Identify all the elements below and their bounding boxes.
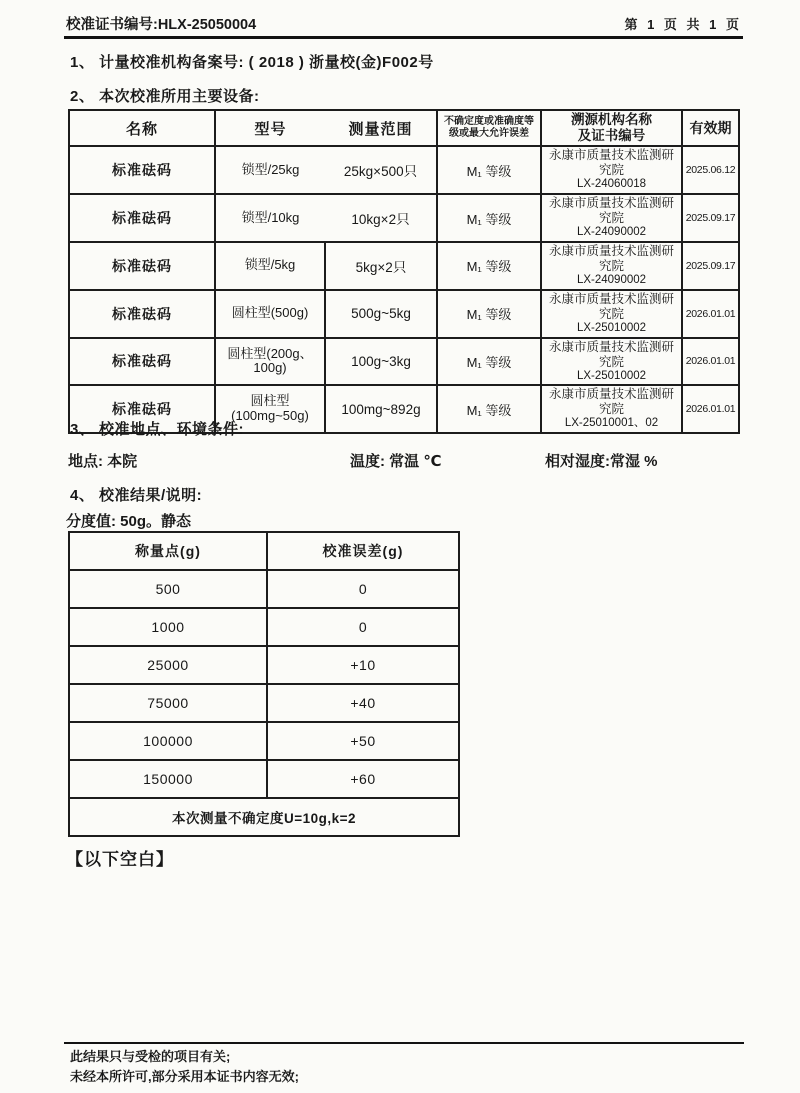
equipment-range: 25kg×500只: [325, 146, 437, 194]
source-cert-number: LX-25010001、02: [564, 417, 659, 430]
equipment-range: 5kg×2只: [325, 242, 437, 290]
equipment-valid-date: 2026.01.01: [682, 385, 739, 433]
results-row: [69, 722, 459, 760]
results-row: [69, 570, 459, 608]
equipment-valid-date: 2025.06.12: [682, 146, 739, 194]
results-row: [69, 760, 459, 798]
equipment-name: 标准砝码: [69, 194, 215, 242]
equipment-row: [69, 146, 739, 194]
section-1-title: 1、 计量校准机构备案号: ( 2018 ) 浙量校(金)F002号: [70, 54, 434, 71]
calibration-error: +60: [267, 760, 459, 798]
header-rule: [64, 36, 743, 39]
calibration-error: 0: [267, 570, 459, 608]
equipment-row: [69, 290, 739, 338]
equipment-grade: M₁ 等级: [437, 242, 541, 290]
equipment-source: [541, 290, 682, 338]
equipment-model: 圆柱型(200g、100g): [215, 338, 325, 386]
calibration-error: 0: [267, 608, 459, 646]
col-header-valid: 有效期: [682, 110, 739, 146]
equipment-row: [69, 338, 739, 386]
certificate-number: 校准证书编号:HLX-25050004: [66, 17, 257, 33]
equipment-valid-date: 2025.09.17: [682, 242, 739, 290]
col-header-grade: 不确定度或准确度等级或最大允许误差: [437, 110, 541, 146]
equipment-valid-date: 2025.09.17: [682, 194, 739, 242]
weighing-point: 1000: [69, 608, 267, 646]
equipment-range: 10kg×2只: [325, 194, 437, 242]
page-indicator: 第 1 页 共 1 页: [624, 17, 742, 32]
col-header-weighing-point: 称量点(g): [69, 532, 267, 570]
section-3-title: 3、 校准地点、环境条件:: [70, 421, 245, 438]
weighing-point: 25000: [69, 646, 267, 684]
equipment-valid-date: 2026.01.01: [682, 338, 739, 386]
location-value: 地点: 本院: [68, 453, 138, 470]
equipment-valid-date: 2026.01.01: [682, 290, 739, 338]
equipment-model: 锁型/5kg: [215, 242, 325, 290]
equipment-range: 100mg~892g: [325, 385, 437, 433]
col-header-model: 型号: [215, 110, 325, 146]
results-table: [68, 531, 460, 837]
source-cert-number: LX-24060018: [576, 178, 647, 191]
col-header-name: 名称: [69, 110, 215, 146]
results-row: [69, 646, 459, 684]
equipment-name: 标准砝码: [69, 290, 215, 338]
equipment-model: 圆柱型(100mg~50g): [215, 385, 325, 433]
source-cert-number: LX-25010002: [576, 369, 647, 382]
footer-rule: [64, 1042, 744, 1044]
source-cert-number: LX-24090002: [576, 273, 647, 286]
equipment-grade: M₁ 等级: [437, 146, 541, 194]
equipment-row: [69, 194, 739, 242]
col-header-calibration-error: 校准误差(g): [267, 532, 459, 570]
calibration-error: +40: [267, 684, 459, 722]
equipment-name: 标准砝码: [69, 385, 215, 433]
uncertainty-note: 本次测量不确定度U=10g,k=2: [69, 798, 459, 836]
source-institution: 永康市质量技术监测研究院: [548, 243, 674, 273]
equipment-table: [68, 109, 740, 434]
uncertainty-row: [69, 798, 459, 836]
equipment-range: 500g~5kg: [325, 290, 437, 338]
source-institution: 永康市质量技术监测研究院: [548, 148, 674, 178]
calibration-error: +10: [267, 646, 459, 684]
col-header-source-text: 溯源机构名称及证书编号: [571, 112, 652, 144]
section-2-title: 2、 本次校准所用主要设备:: [70, 88, 260, 105]
weighing-point: 75000: [69, 684, 267, 722]
source-institution: 永康市质量技术监测研究院: [548, 291, 674, 321]
weighing-point: 100000: [69, 722, 267, 760]
equipment-grade: M₁ 等级: [437, 194, 541, 242]
equipment-name: 标准砝码: [69, 242, 215, 290]
equipment-model: 圆柱型(500g): [215, 290, 325, 338]
source-cert-number: LX-25010002: [576, 321, 647, 334]
equipment-model: 锁型/25kg: [215, 146, 325, 194]
results-header-row: [69, 532, 459, 570]
equipment-source: [541, 385, 682, 433]
equipment-row: [69, 242, 739, 290]
results-row: [69, 608, 459, 646]
equipment-name: 标准砝码: [69, 338, 215, 386]
source-institution: 永康市质量技术监测研究院: [548, 339, 674, 369]
division-value-note: 分度值: 50g。静态: [66, 513, 192, 530]
equipment-grade: M₁ 等级: [437, 385, 541, 433]
section-4-title: 4、 校准结果/说明:: [70, 487, 203, 504]
weighing-point: 500: [69, 570, 267, 608]
source-institution: 永康市质量技术监测研究院: [548, 196, 674, 226]
equipment-range: 100g~3kg: [325, 338, 437, 386]
equipment-source: [541, 338, 682, 386]
results-row: [69, 684, 459, 722]
temperature-value: 温度: 常温 ℃: [350, 453, 442, 470]
page-header: [66, 13, 742, 34]
equipment-source: [541, 194, 682, 242]
calibration-error: +50: [267, 722, 459, 760]
source-institution: 永康市质量技术监测研究院: [548, 387, 674, 417]
col-header-range: 测量范围: [325, 110, 437, 146]
below-blank-note: 【以下空白】: [66, 850, 174, 869]
footer-note-line2: 未经本所许可,部分采用本证书内容无效;: [70, 1068, 299, 1084]
environment-conditions: [66, 450, 742, 472]
equipment-name: 标准砝码: [69, 146, 215, 194]
equipment-source: [541, 146, 682, 194]
equipment-header-row: [69, 110, 739, 146]
equipment-model: 锁型/10kg: [215, 194, 325, 242]
source-cert-number: LX-24090002: [576, 226, 647, 239]
equipment-grade: M₁ 等级: [437, 338, 541, 386]
weighing-point: 150000: [69, 760, 267, 798]
footer-notes: [70, 1047, 299, 1086]
humidity-value: 相对湿度:常湿 %: [545, 453, 658, 470]
col-header-source: [541, 110, 682, 146]
equipment-source: [541, 242, 682, 290]
equipment-grade: M₁ 等级: [437, 290, 541, 338]
footer-note-line1: 此结果只与受检的项目有关;: [70, 1049, 231, 1064]
